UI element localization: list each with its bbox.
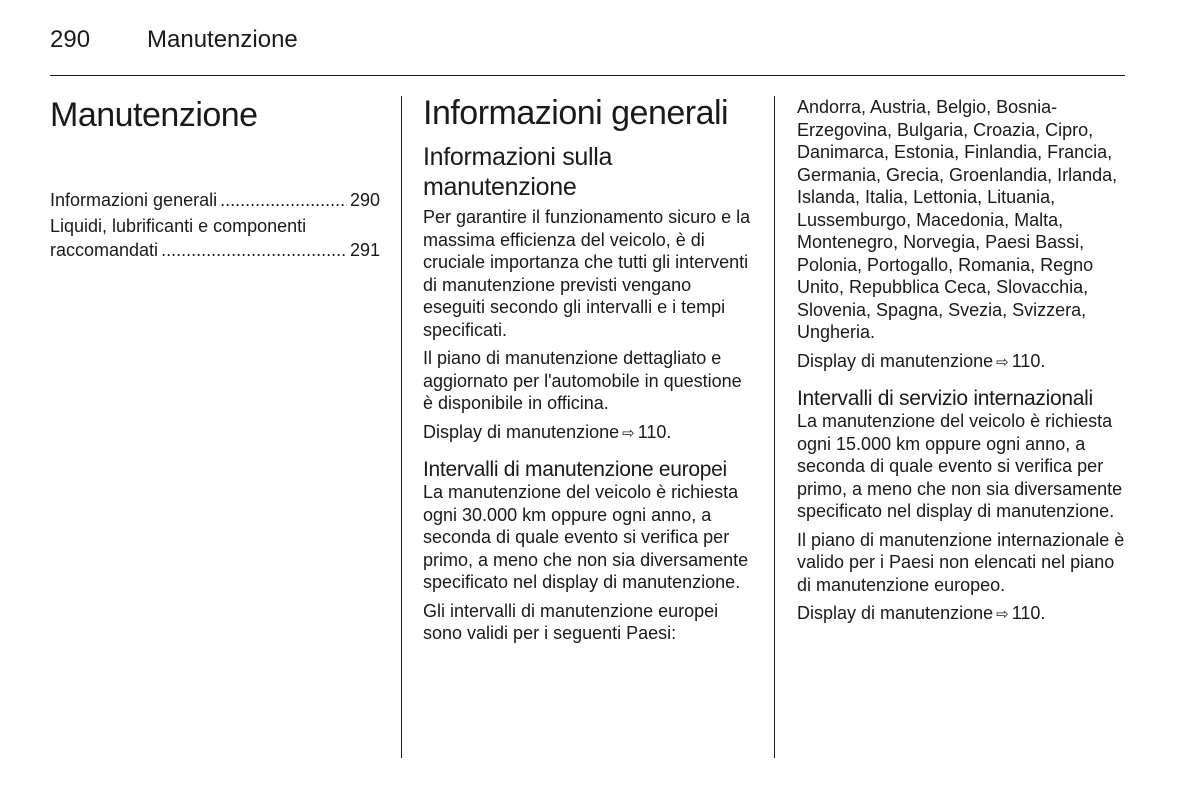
toc-entry-page: 290 xyxy=(349,190,380,210)
arrow-right-icon: ⇨ xyxy=(996,353,1009,371)
column-divider-2 xyxy=(774,96,775,758)
page-number: 290 xyxy=(50,26,91,53)
subsection-heading: Intervalli di manutenzione europei xyxy=(423,458,727,481)
country-list: Andorra, Austria, Belgio, Bosnia-Erzegovina, Bulgaria, Croazia, Cipro, Danimarca, Estonia, Finlandia, Francia, Germania, Grecia, Groenlandia, Irlanda, Islanda, Italia, Lettonia, Lituania, Lussemburgo, Macedonia, Malta, Montenegro, Norvegia, Paesi Bassi, Polonia, Portogallo, Romania, Regno Unito, Repubblica Ceca, Slovacchia, Slovenia, Spagna, Svezia, Svizzera, Ungheria. xyxy=(797,97,1118,342)
cross-reference[interactable] xyxy=(797,602,1129,627)
subsection-heading: Intervalli di servizio internazionali xyxy=(797,387,1093,410)
reference-text: Display di manutenzione xyxy=(797,350,994,371)
toc-entry-label: Informazioni generali xyxy=(50,190,218,210)
toc-entry-label: raccomandati xyxy=(50,240,159,260)
header-divider xyxy=(50,75,1125,76)
reference-text: Display di manutenzione xyxy=(423,421,620,442)
reference-page: 110. xyxy=(637,421,672,442)
cross-reference[interactable] xyxy=(423,421,753,446)
table-of-contents xyxy=(50,188,380,262)
paragraph: La manutenzione del veicolo è richiesta ogni 30.000 km oppure ogni anno, a seconda di quale evento si verifica per primo, a meno che non sia diversamente specificato nel display di manutenzione. xyxy=(423,482,749,592)
paragraph: Il piano di manutenzione dettagliato e aggiornato per l'automobile in questione è disponibile in officina. xyxy=(423,348,742,413)
column-3 xyxy=(797,92,1129,627)
toc-leader-dots xyxy=(161,238,347,262)
paragraph: Gli intervalli di manutenzione europei sono validi per i seguenti Paesi: xyxy=(423,600,719,643)
column-2 xyxy=(423,92,753,645)
column-1 xyxy=(50,92,380,264)
reference-text: Display di manutenzione xyxy=(797,603,994,623)
running-title: Manutenzione xyxy=(147,26,298,53)
toc-entry[interactable] xyxy=(50,214,380,262)
toc-leader-dots xyxy=(220,188,347,212)
toc-entry-label-line1: Liquidi, lubrificanti e componenti xyxy=(50,216,307,236)
paragraph: La manutenzione del veicolo è richiesta ogni 15.000 km oppure ogni anno, a seconda di quale evento si verifica per primo, a meno che non sia diversamente specificato nel display di manutenzione. xyxy=(797,411,1123,521)
arrow-right-icon: ⇨ xyxy=(622,424,635,442)
arrow-right-icon: ⇨ xyxy=(996,606,1009,623)
reference-page: 110. xyxy=(1011,603,1046,623)
chapter-title: Manutenzione xyxy=(50,96,258,134)
subsection-title: Informazioni sulla manutenzione xyxy=(423,143,613,201)
section-title: Informazioni generali xyxy=(423,94,729,132)
toc-entry[interactable] xyxy=(50,188,380,212)
toc-entry-page: 291 xyxy=(349,240,380,260)
paragraph: Per garantire il funzionamento sicuro e la massima efficienza del veicolo, è di cruciale importanza che tutti gli interventi di manutenzione previsti vengano eseguiti secondo gli intervalli e i tempi specificati. xyxy=(423,207,751,340)
cross-reference[interactable] xyxy=(797,350,1129,375)
reference-page: 110. xyxy=(1011,350,1046,371)
column-divider-1 xyxy=(401,96,402,758)
paragraph: Il piano di manutenzione internazionale è valido per i Paesi non elencati nel piano di manutenzione europeo. xyxy=(797,529,1125,595)
